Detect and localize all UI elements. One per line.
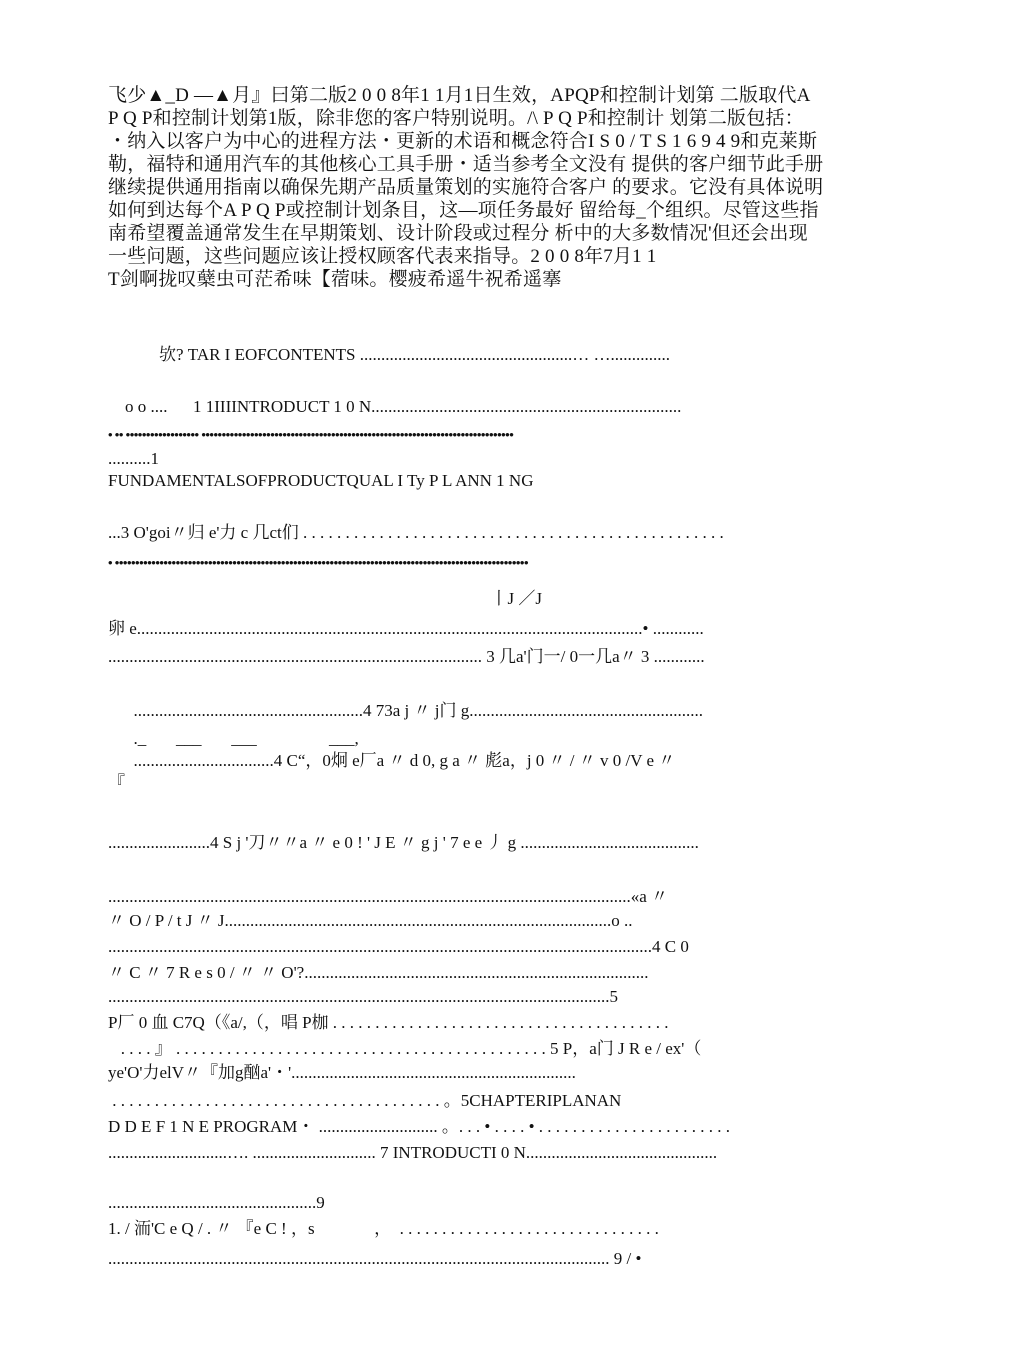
- toc-line: ...3 O'goi〃归 e'力 c 几ct们 . . . . . . . . . . . . . . . . . . . . . . . . . . . . . . . . . . . . . . . . . . . . . . . . . .: [108, 523, 724, 542]
- toc-line: ......................................................................................................................5: [108, 987, 618, 1006]
- toc-line: o o .... 1 1IIIINTRODUCT 1 0 N.........................................................................: [108, 397, 682, 416]
- toc-line: P厂 0 血 C7Q（《a/,（，唱 P枷 . . . . . . . . . . . . . . . . . . . . . . . . . . . . . . . . . . . . . . . .: [108, 1013, 669, 1032]
- toc-line: .................................................9: [108, 1193, 325, 1212]
- toc-line: FUNDAMENTALSOFPRODUCTQUAL I Ty P L ANN 1 NG: [108, 471, 534, 490]
- toc-line: 1. / 洏'C e Q / . 〃 『e C ! ，s ， . . . . . . . . . . . . . . . . . . . . . . . . . . . . . . .: [108, 1219, 659, 1238]
- toc-line: 欤? TAR I EOFCONTENTS ..................................................… …..............: [108, 345, 670, 364]
- toc-line: ..........1: [108, 449, 159, 468]
- toc-line: ........................4 S j '刀〃〃a 〃 e 0 ! ' J E 〃 g j ' 7 e e 丿 g ..........................................: [108, 833, 699, 852]
- toc-line: 丨J ／J: [108, 589, 542, 608]
- toc-line: • •• •••••••••••••••••• •••••••••••••••••••••••••••••••••••••••••••••••••••••••••••••••••••••••••••••: [108, 427, 514, 442]
- intro-paragraph: 飞少▲_D —▲月』曰第二版2 0 0 8年1 1月1日生效，APQP和控制计划第 二版取代A P Q P和控制计划第1版，除非您的客户特别说明。/\ P Q P和控制计 划第二版包括： ・纳入以客户为中心的进程方法・更新的术语和概念符合I S 0 / T S 1 6 9 4 9和克莱斯 勒，福特和通用汽车的其他核心工具手册・适当参考全文没有 提供的客户细节此手册 继续提供通用指南以确保先期产品质量策划的实施符合客户 的要求。它没有具体说明 如何到达每个A P Q P或控制计划条目，这—项任务最好 留给每_个组织。尽管这些指 南希望覆盖通常发生在早期策划、设计阶段或过程分 析中的大多数情况'但还会出现 一些问题，这些问题应该让授权顾客代表来指导。2 0 0 8年7月1 1 T剑啊拢叹蘖虫可茫希味【蓿味。樱疲希遥牛祝希遥搴: [108, 85, 824, 290]
- toc-line: ...........................................................................................................................«a 〃: [108, 887, 669, 906]
- toc-line: 『: [108, 773, 125, 792]
- toc-line: D D E F 1 N E PROGRAM・ ............................ 。. . . • . . . . • . . . . . . . . . . . . . . . . . . . . . . .: [108, 1117, 731, 1136]
- toc-line: .................................4 C“，0炯 e厂a 〃 d 0, g a 〃 彪a，j 0 〃 / 〃 v 0 /V e 〃: [108, 751, 676, 770]
- toc-line: 〃 O / P / t J 〃 J...........................................................................................o ..: [108, 911, 633, 930]
- toc-line: . . . . 』 . . . . . . . . . . . . . . . . . . . . . . . . . . . . . . . . . . . . . . . . . . . . 5 P，a门 J R e / ex'（: [108, 1039, 702, 1058]
- toc-line: ...................................................................................................................... 9 / •: [108, 1249, 642, 1268]
- toc-line: ......................................................4 73a j 〃 j门 g.......................................................: [108, 701, 703, 720]
- toc-line: • ••••••••••••••••••••••••••••••••••••••••••••••••••••••••••••••••••••••••••••••••••••••••••••••••••••••: [108, 555, 529, 570]
- toc-line: ................................................................................................................................4 C 0: [108, 937, 689, 956]
- toc-line: ye'O'力elV〃『加g酗a'・'...................................................................: [108, 1063, 576, 1082]
- toc-line: ............................…. ............................. 7 INTRODUCTI 0 N.............................................: [108, 1143, 718, 1162]
- toc-line: 卵 e.......................................................................................................................• ............: [108, 619, 704, 638]
- toc-line: ........................................................................................ 3 几a'门一/ 0一几a〃 3 ............: [108, 647, 705, 666]
- toc-line: . . . . . . . . . . . . . . . . . . . . . . . . . . . . . . . . . . . . . . . 。5CHAPTERIPLANAN: [108, 1091, 622, 1110]
- toc-line: ._ ___ ___ ___,: [108, 729, 359, 748]
- toc-line: 〃 C 〃 7 R e s 0 / 〃 〃 O'?.................................................................................: [108, 963, 649, 982]
